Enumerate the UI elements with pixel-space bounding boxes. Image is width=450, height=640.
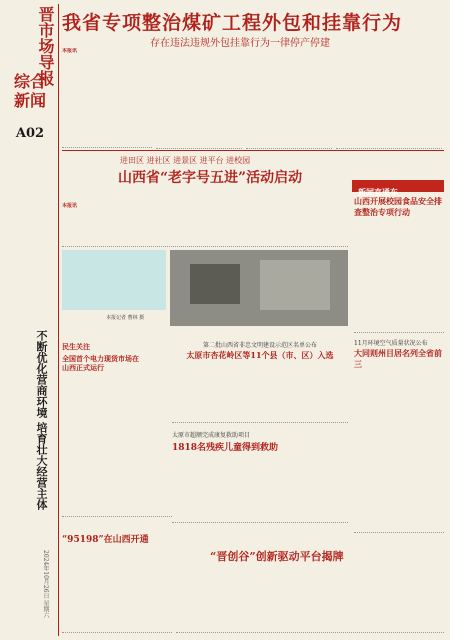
lead-body-col2 <box>156 48 242 149</box>
story6-body <box>176 562 444 633</box>
lead-body-col1 <box>62 48 152 148</box>
right-box-header <box>352 180 444 197</box>
lead-body-col3 <box>246 48 332 149</box>
divider <box>62 150 444 151</box>
story5-title: “95198”在山西开通 <box>62 535 149 545</box>
brief-title: 全国首个电力现货市场在山西正式运行 <box>62 354 139 372</box>
lead-subtitle: 存在违法违规外包挂靠行为一律停产停建 <box>150 38 330 49</box>
slogan: 不断优化营商环境 培育壮大经营主体 <box>35 330 48 510</box>
lead-body-col4 <box>336 48 442 149</box>
brief-body <box>62 376 172 517</box>
story2-title: 山西省“老字号五进”活动启动 <box>118 170 303 186</box>
story6-title: “晋创谷”创新驱动平台揭牌 <box>210 550 344 563</box>
news-photo <box>170 250 348 326</box>
brief-label: 民生关注 <box>62 342 90 351</box>
text-placeholder <box>62 55 152 148</box>
story4-title: 1818名残疾儿童得到救助 <box>172 443 279 453</box>
right-box-label: 新闻直通车 <box>358 187 398 197</box>
page-code: A02 <box>15 126 45 141</box>
story2-byline: 本报讯 <box>62 203 78 209</box>
story3-title: 太原市杏花岭区等11个县（市、区）入选 <box>186 350 334 360</box>
right-box-title2: 11月环境空气质量状况公布 <box>354 340 428 347</box>
story5-body <box>62 546 172 633</box>
story4-body <box>172 452 348 523</box>
lead-headline: 我省专项整治煤矿工程外包和挂靠行为 <box>62 12 403 34</box>
section-title: 综合新闻 <box>14 72 47 110</box>
right-box-body1 <box>354 222 444 333</box>
photo-caption: 本报记者 曹林 摄 <box>106 315 145 321</box>
lead-byline: 本报讯 <box>62 48 78 54</box>
right-box-title3: 大同则州目居名列全省前三 <box>354 348 442 369</box>
photo-figure <box>190 264 240 304</box>
side-date: 2024年10月26日 星期六 <box>42 550 49 619</box>
masthead-logo: 晋市场导报 <box>36 6 55 86</box>
right-box-title1: 山西开展校园食品安全排查整治专项行动 <box>354 196 442 217</box>
story2-body <box>62 192 348 247</box>
quote-box <box>62 250 166 310</box>
right-box-body2 <box>354 362 444 533</box>
photo-figure <box>260 260 330 310</box>
story4-kicker: 太原市超额完成康复救助项目 <box>172 432 251 439</box>
story3-body <box>172 362 348 423</box>
left-column-rule <box>58 4 59 636</box>
story2-kicker: 进田区 进社区 进景区 进平台 进校园 <box>120 156 251 165</box>
story3-kicker: 第二批山西省非忠文明建设示范区名单公布 <box>202 342 317 349</box>
